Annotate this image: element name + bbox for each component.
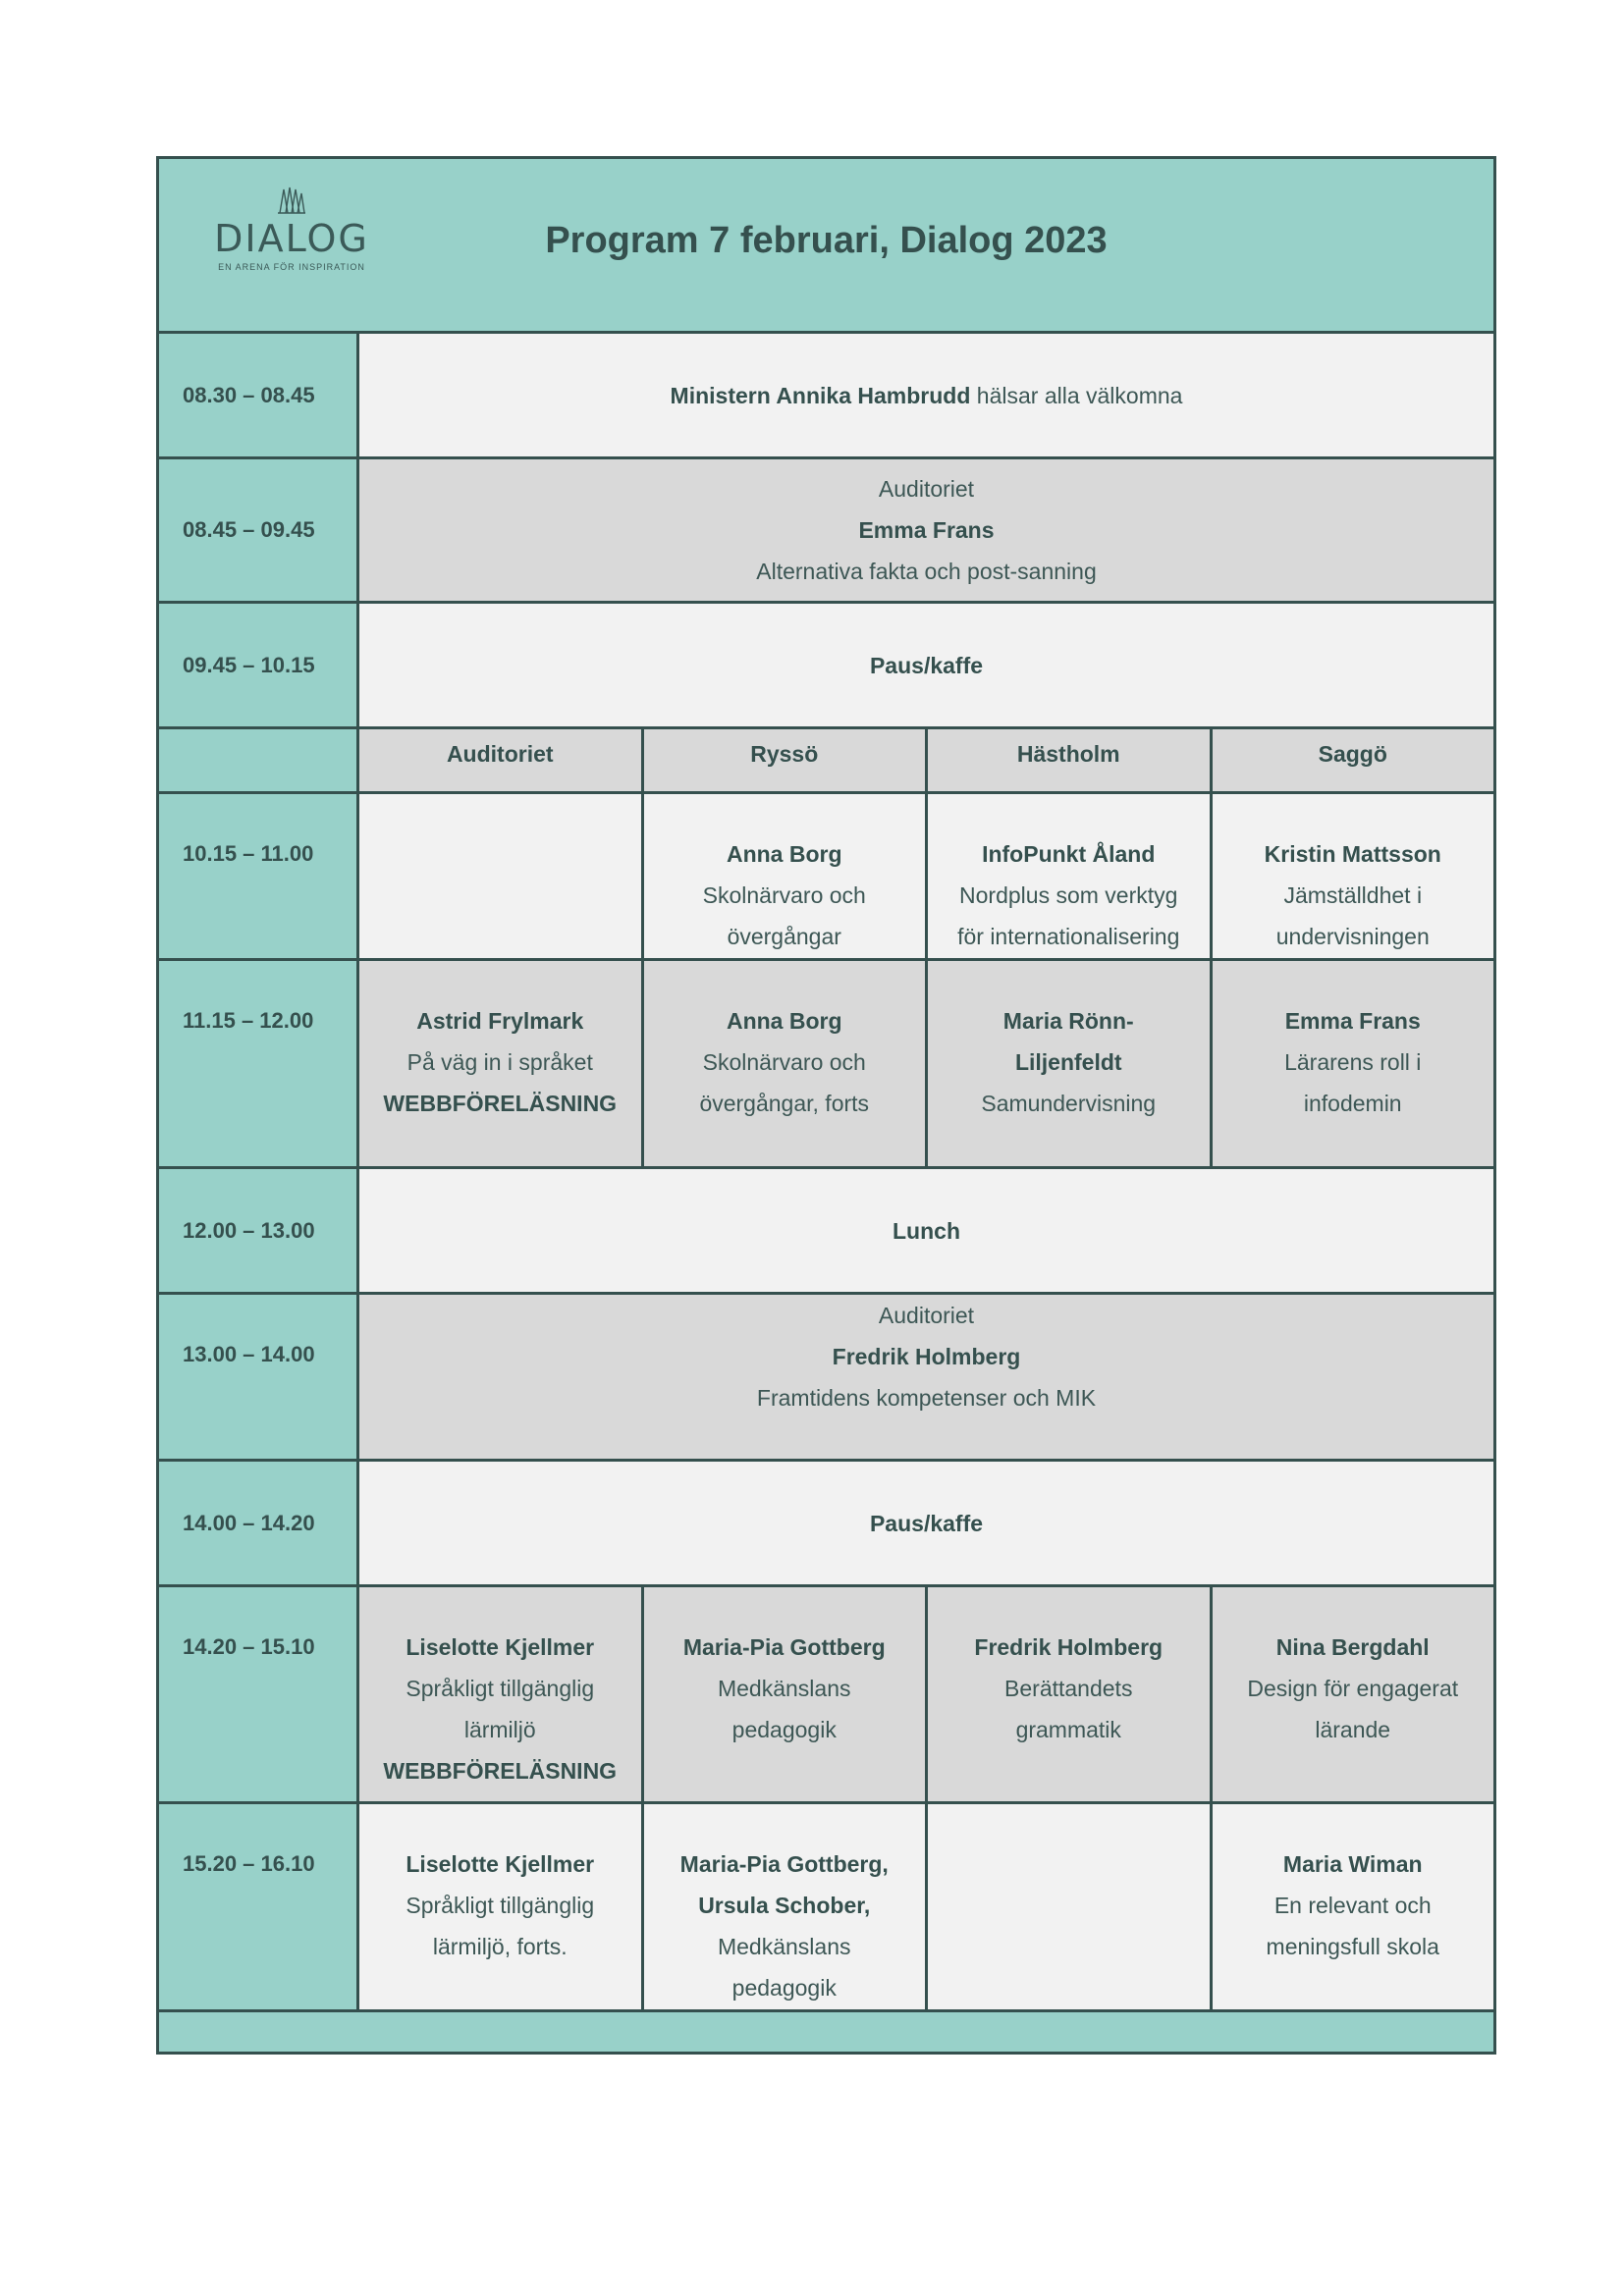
session-speaker-line: Kristin Mattsson — [1264, 841, 1441, 867]
session-cell — [928, 794, 1213, 958]
session-topic-line: övergångar, forts — [699, 1091, 870, 1116]
session-cell — [359, 1804, 644, 2009]
room-name: Auditoriet — [878, 476, 975, 502]
parallel-sessions — [359, 1804, 1493, 2009]
session-speaker-line: Maria-Pia Gottberg, — [679, 1851, 889, 1877]
speaker-name: Ministern Annika Hambrudd — [670, 382, 971, 408]
session-speaker-line: Anna Borg — [726, 841, 842, 867]
session-topic-line: meningsfull skola — [1266, 1934, 1439, 1959]
session-topic-line: Medkänslans — [717, 1934, 851, 1959]
schedule-row — [159, 459, 1493, 604]
session-speaker-line: Nina Bergdahl — [1275, 1634, 1430, 1660]
session-topic-line: för internationalisering — [957, 924, 1180, 949]
break-label: Paus/kaffe — [869, 652, 984, 678]
session-topic-line: pedagogik — [731, 1975, 837, 2001]
time-slot: 13.00 – 14.00 — [159, 1295, 359, 1459]
session-cell — [359, 961, 644, 1166]
parallel-sessions — [359, 794, 1493, 958]
time-slot: 09.45 – 10.15 — [159, 604, 359, 726]
room-header: Ryssö — [644, 729, 929, 791]
session-topic-line: Skolnärvaro och — [702, 1049, 866, 1075]
session-speaker-line: Liljenfeldt — [1014, 1049, 1122, 1075]
session-text: hälsar alla välkomna — [970, 382, 1183, 408]
program-table — [156, 156, 1496, 2055]
session-topic-line: Lärarens roll i — [1284, 1049, 1422, 1075]
time-slot: 10.15 – 11.00 — [159, 794, 359, 958]
speaker-name: Emma Frans — [858, 517, 995, 543]
room-header: Hästholm — [928, 729, 1213, 791]
session-cell — [644, 1804, 929, 2009]
session-cell — [1213, 1587, 1494, 1801]
parallel-sessions — [359, 961, 1493, 1166]
session-topic: Framtidens kompetenser och MIK — [756, 1385, 1097, 1411]
session-cell — [1213, 961, 1494, 1166]
time-slot: 12.00 – 13.00 — [159, 1169, 359, 1292]
session-topic-line: Språkligt tillgänglig — [406, 1893, 595, 1918]
session-topic-line: En relevant och — [1273, 1893, 1432, 1918]
time-slot: 14.00 – 14.20 — [159, 1462, 359, 1584]
session-plenary — [359, 334, 1493, 456]
speaker-name: Fredrik Holmberg — [832, 1344, 1021, 1369]
footer-band — [159, 2012, 1493, 2052]
schedule-row — [159, 1587, 1493, 1804]
session-cell — [359, 794, 644, 958]
session-topic-line: Språkligt tillgänglig — [406, 1676, 595, 1701]
session-cell — [928, 961, 1213, 1166]
session-cell — [928, 1587, 1213, 1801]
session-topic-line: pedagogik — [731, 1717, 837, 1742]
session-speaker-line: InfoPunkt Åland — [982, 841, 1156, 867]
schedule-row — [159, 1462, 1493, 1587]
session-speaker-line: WEBBFÖRELÄSNING — [383, 1091, 618, 1116]
session-speaker-line: Maria-Pia Gottberg — [682, 1634, 886, 1660]
break — [359, 1462, 1493, 1584]
schedule-row — [159, 961, 1493, 1169]
session-topic-line: Nordplus som verktyg — [959, 882, 1178, 908]
session-speaker-line: Astrid Frylmark — [416, 1008, 584, 1034]
room-header-row — [159, 729, 1493, 794]
session-speaker-line: WEBBFÖRELÄSNING — [383, 1758, 618, 1784]
session-topic-line: Berättandets — [1004, 1676, 1133, 1701]
session-cell — [928, 1804, 1213, 2009]
session-cell — [359, 1587, 644, 1801]
session-cell — [1213, 794, 1494, 958]
session-topic-line: Design för engagerat — [1247, 1676, 1459, 1701]
time-slot-empty — [159, 729, 359, 791]
break — [359, 604, 1493, 726]
session-speaker-line: Maria Wiman — [1282, 1851, 1423, 1877]
logo-tagline: EN ARENA FÖR INSPIRATION — [218, 262, 365, 272]
room-header: Auditoriet — [359, 729, 644, 791]
session-topic-line: Samundervisning — [981, 1091, 1157, 1116]
logo-mark-icon — [272, 184, 311, 217]
logo-wordmark: DIALOG — [214, 217, 369, 260]
schedule-row — [159, 1295, 1493, 1462]
schedule-row — [159, 604, 1493, 729]
room-name: Auditoriet — [878, 1303, 975, 1328]
session-topic-line: På väg in i språket — [406, 1049, 593, 1075]
session-topic-line: grammatik — [1015, 1717, 1121, 1742]
session-speaker-line: Liselotte Kjellmer — [406, 1634, 595, 1660]
session-cell — [644, 961, 929, 1166]
session-speaker-line: Fredrik Holmberg — [974, 1634, 1164, 1660]
session-topic-line: Skolnärvaro och — [702, 882, 866, 908]
time-slot: 08.30 – 08.45 — [159, 334, 359, 456]
session-speaker-line: Anna Borg — [726, 1008, 842, 1034]
schedule-row — [159, 1804, 1493, 2012]
session-topic-line: lärmiljö — [463, 1717, 536, 1742]
session-topic: Alternativa fakta och post-sanning — [756, 559, 1097, 584]
session-topic-line: undervisningen — [1275, 924, 1430, 949]
schedule-row — [159, 334, 1493, 459]
page-title: Program 7 februari, Dialog 2023 — [545, 220, 1108, 261]
time-slot: 15.20 – 16.10 — [159, 1804, 359, 2009]
session-speaker-line: Maria Rönn- — [1002, 1008, 1134, 1034]
session-topic-line: lärande — [1315, 1717, 1391, 1742]
time-slot: 14.20 – 15.10 — [159, 1587, 359, 1801]
time-slot: 08.45 – 09.45 — [159, 459, 359, 601]
time-slot: 11.15 – 12.00 — [159, 961, 359, 1166]
session-topic-line: övergångar — [727, 924, 841, 949]
session-cell — [644, 1587, 929, 1801]
break-label: Lunch — [893, 1217, 960, 1244]
parallel-sessions — [359, 1587, 1493, 1801]
break — [359, 1169, 1493, 1292]
session-speaker-line: Ursula Schober, — [698, 1893, 871, 1918]
schedule-row — [159, 1169, 1493, 1295]
session-cell — [644, 794, 929, 958]
session-cell — [1213, 1804, 1494, 2009]
session-speaker-line: Liselotte Kjellmer — [406, 1851, 595, 1877]
session-plenary — [359, 1295, 1493, 1459]
break-label: Paus/kaffe — [869, 1510, 984, 1536]
session-speaker-line: Emma Frans — [1284, 1008, 1421, 1034]
schedule-row — [159, 794, 1493, 961]
session-plenary — [359, 459, 1493, 601]
header — [159, 159, 1493, 334]
session-topic-line: Jämställdhet i — [1283, 882, 1423, 908]
room-header: Saggö — [1318, 741, 1387, 767]
session-topic-line: lärmiljö, forts. — [432, 1934, 568, 1959]
session-topic-line: Medkänslans — [717, 1676, 851, 1701]
session-topic-line: infodemin — [1303, 1091, 1402, 1116]
